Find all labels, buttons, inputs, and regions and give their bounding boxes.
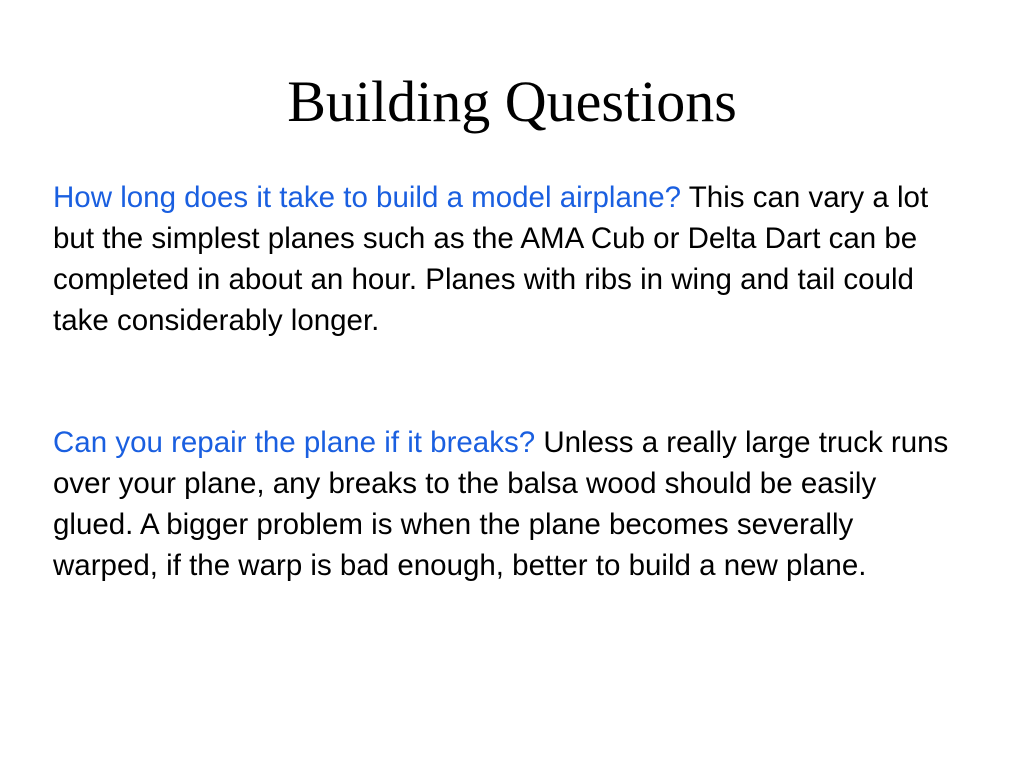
question-text: How long does it take to build a model airplane? xyxy=(53,181,682,214)
question-text: Can you repair the plane if it breaks? xyxy=(53,426,536,459)
slide-title: Building Questions xyxy=(287,69,737,134)
answer-text: Unless a really large truck runs over your plane, any breaks to the balsa wood should be easily glued. A bigger problem is when the plane becomes severally warped, if the warp is bad enough, better to build a new plane. xyxy=(53,426,949,582)
qa-item-repair xyxy=(53,422,953,586)
qa-item-build-time xyxy=(53,177,953,341)
answer-text: This can vary a lot but the simplest planes such as the AMA Cub or Delta Dart can be completed in about an hour. Planes with ribs in wing and tail could take considerably longer. xyxy=(53,181,929,337)
